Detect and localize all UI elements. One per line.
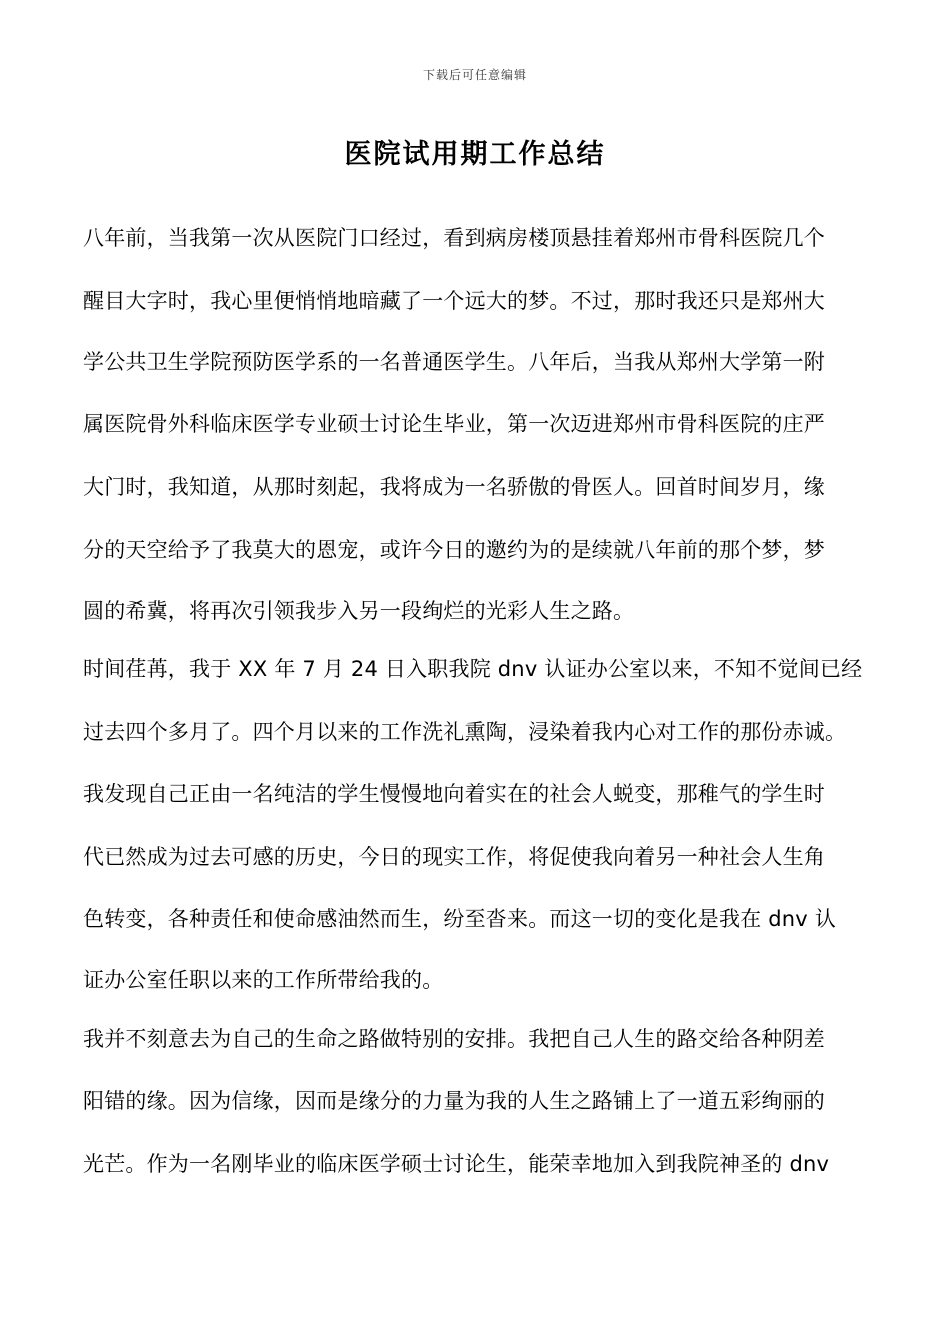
body-line: 时间荏苒，我于 XX 年 7 月 24 日入职我院 dnv 认证办公室以来，不知不觉间已经 [83,657,863,681]
body-line: 分的天空给予了我莫大的恩宠，或许今日的邀约为的是续就八年前的那个梦，梦 [83,538,825,562]
body-line: 学公共卫生学院预防医学系的一名普通医学生。八年后，当我从郑州大学第一附 [83,350,825,374]
document-title: 医院试用期工作总结 [344,139,606,170]
body-line: 证办公室任职以来的工作所带给我的。 [83,968,444,992]
body-line: 醒目大字时，我心里便悄悄地暗藏了一个远大的梦。不过，那时我还只是郑州大 [83,289,825,313]
body-line: 圆的希冀，将再次引领我步入另一段绚烂的光彩人生之路。 [83,599,635,623]
body-line: 属医院骨外科临床医学专业硕士讨论生毕业，第一次迈进郑州市骨科医院的庄严 [83,412,825,436]
body-line: 代已然成为过去可感的历史，今日的现实工作，将促使我向着另一种社会人生角 [83,845,825,869]
body-line: 阳错的缘。因为信缘，因而是缘分的力量为我的人生之路铺上了一道五彩绚丽的 [83,1089,825,1113]
body-line: 过去四个多月了。四个月以来的工作洗礼熏陶，浸染着我内心对工作的那份赤诚。 [83,720,847,744]
header-note: 下载后可任意编辑 [422,68,527,82]
body-line: 光芒。作为一名刚毕业的临床医学硕士讨论生，能荣幸地加入到我院神圣的 dnv [83,1152,830,1176]
body-line: 我并不刻意去为自己的生命之路做特别的安排。我把自己人生的路交给各种阴差 [83,1027,825,1051]
body-line: 色转变，各种责任和使命感油然而生，纷至沓来。而这一切的变化是我在 dnv 认 [83,907,837,931]
body-line: 大门时，我知道，从那时刻起，我将成为一名骄傲的骨医人。回首时间岁月，缘 [83,475,825,499]
body-line: 八年前，当我第一次从医院门口经过，看到病房楼顶悬挂着郑州市骨科医院几个 [83,226,825,250]
body-line: 我发现自己正由一名纯洁的学生慢慢地向着实在的社会人蜕变，那稚气的学生时 [83,782,825,806]
